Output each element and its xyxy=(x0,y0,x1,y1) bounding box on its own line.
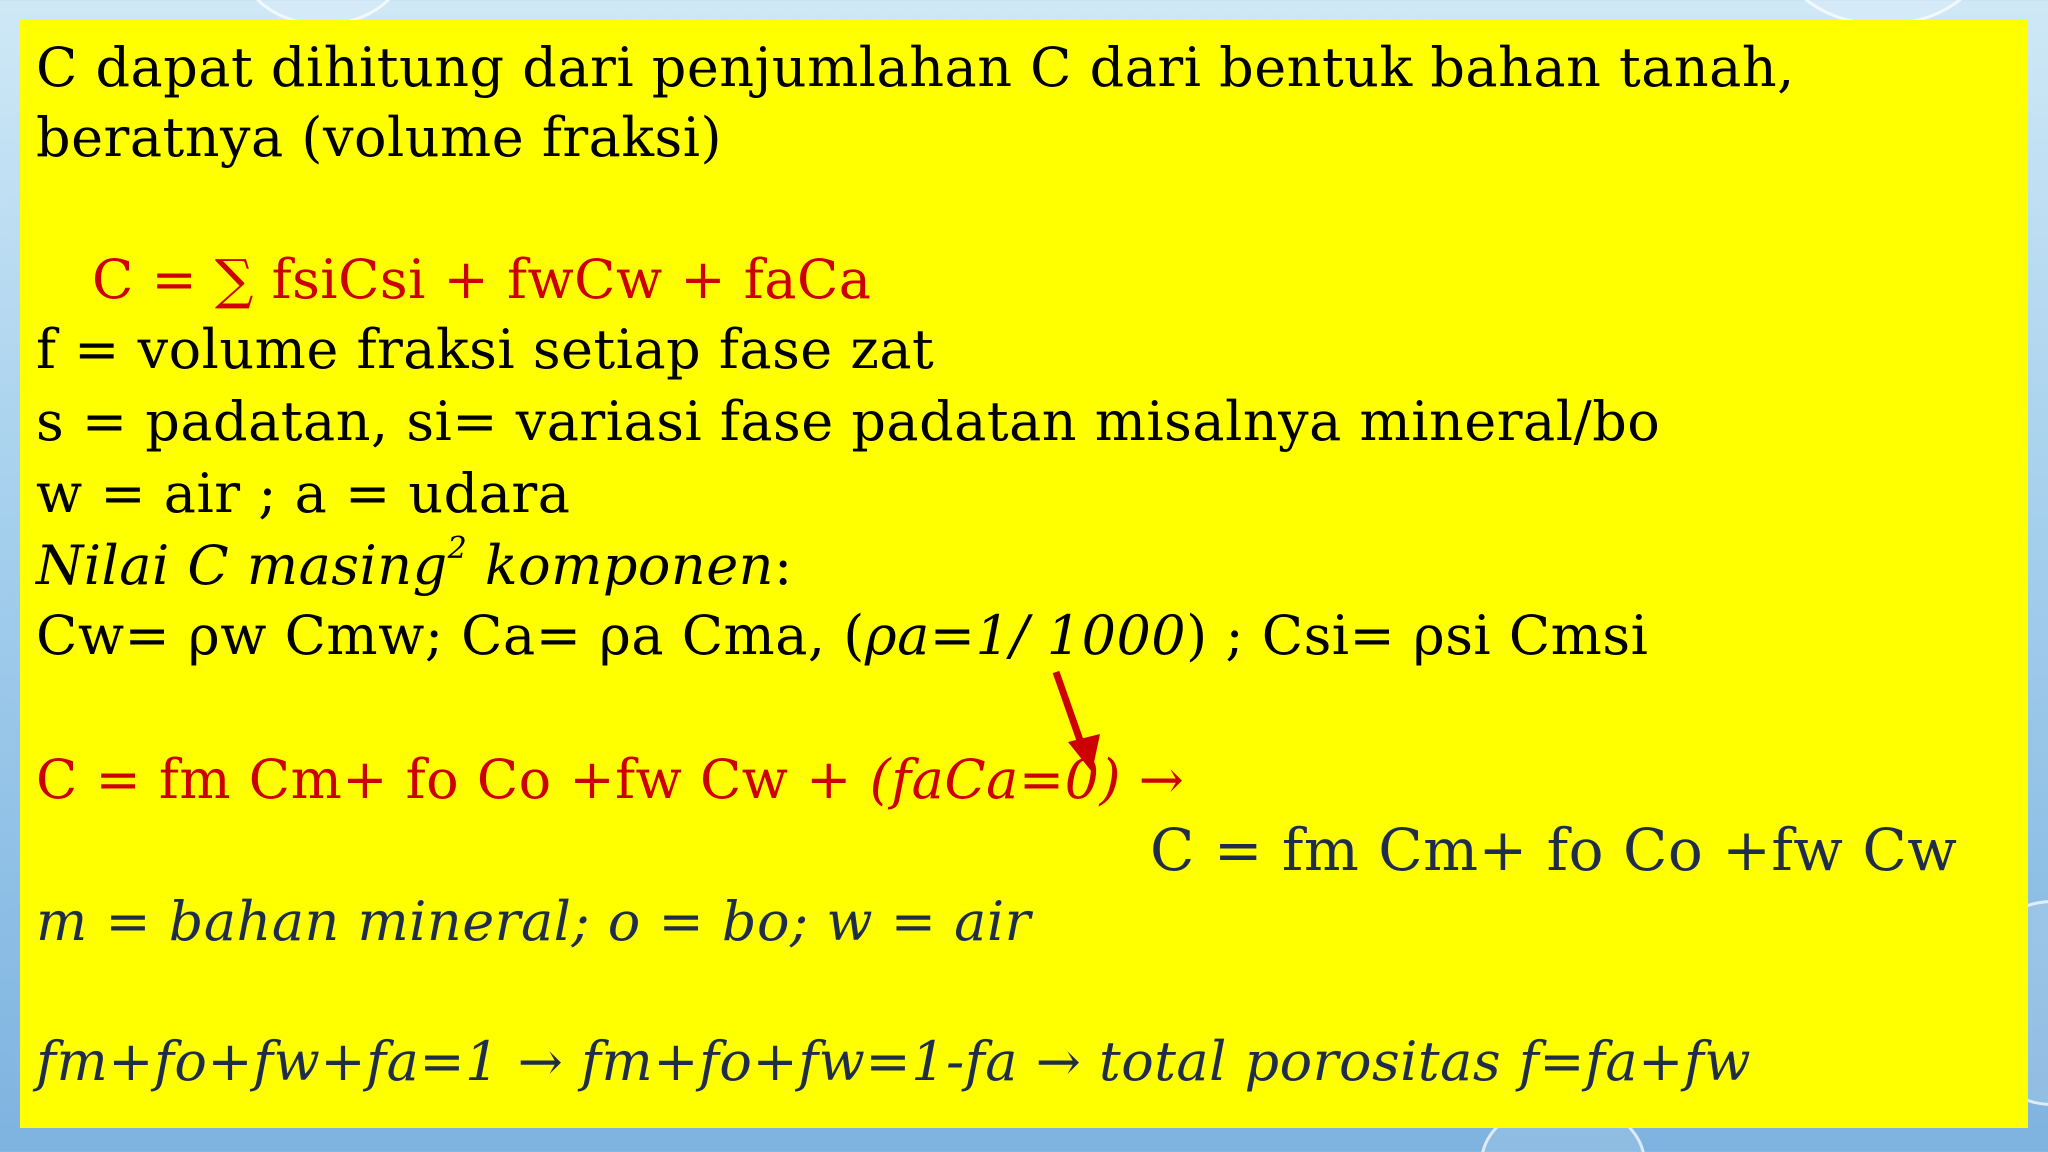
right-arrow-icon: → xyxy=(1035,1030,1082,1093)
slide-content xyxy=(20,20,2028,1128)
formula-result: C = fm Cm+ fo Co +fw Cw xyxy=(1150,816,1958,884)
formula-expanded-main: C = fm Cm+ fo Co +fw Cw + xyxy=(36,748,870,811)
porosity-relation xyxy=(36,1032,1751,1092)
component-values-part2: ) ; Csi= ρsi Cmsi xyxy=(1186,604,1649,667)
right-arrow-icon: → xyxy=(517,1030,564,1093)
component-values-rho-air: ρa=1/ 1000 xyxy=(864,604,1187,667)
component-values-part1: Cw= ρw Cmw; Ca= ρa Cma, ( xyxy=(36,604,865,667)
porosity-sum-1: fm+fo+fw+fa=1 xyxy=(36,1030,518,1093)
definition-m-o-w: m = bahan mineral; o = bo; w = air xyxy=(36,890,1031,953)
intro-line-1: C dapat dihitung dari penjumlahan C dari bentuk bahan tanah, xyxy=(36,36,1795,99)
right-arrow-icon: → xyxy=(1121,748,1185,811)
porosity-total: total porositas f=fa+fw xyxy=(1081,1030,1752,1093)
nilai-c-komponen: komponen xyxy=(467,534,774,597)
nilai-c-heading xyxy=(36,531,793,597)
formula-expanded-faca: (faCa=0) xyxy=(869,748,1122,811)
component-values xyxy=(36,606,1648,666)
nilai-c-italic: Nilai C masing xyxy=(36,534,448,597)
definition-w-a: w = air ; a = udara xyxy=(36,462,571,525)
nilai-c-colon: : xyxy=(773,534,793,597)
formula-expanded xyxy=(36,750,1184,810)
porosity-sum-2: fm+fo+fw=1-fa xyxy=(563,1030,1036,1093)
nilai-c-superscript: 2 xyxy=(447,531,468,566)
intro-line-2: beratnya (volume fraksi) xyxy=(36,106,723,169)
formula-sum: C = ∑ fsiCsi + fwCw + faCa xyxy=(92,248,872,311)
definition-f: f = volume fraksi setiap fase zat xyxy=(36,318,935,381)
definition-s: s = padatan, si= variasi fase padatan misalnya mineral/bo xyxy=(36,390,1661,453)
